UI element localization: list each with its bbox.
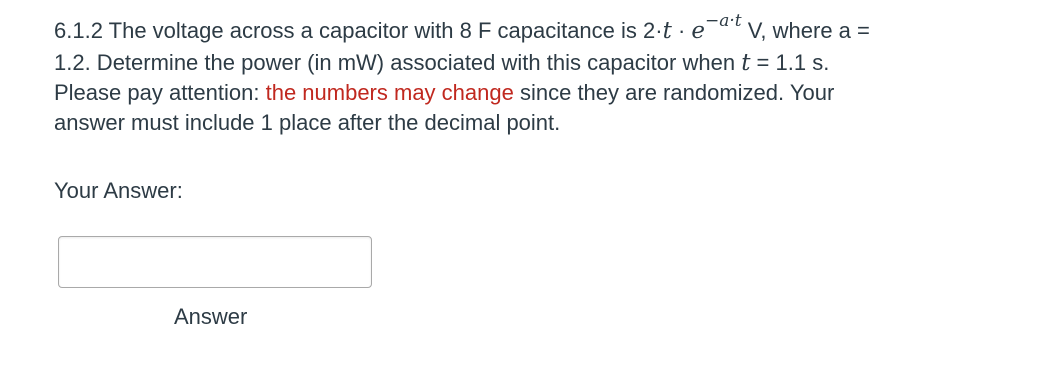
- your-answer-heading: Your Answer:: [54, 178, 183, 203]
- variable-t: t: [662, 18, 672, 44]
- question-line-2: 1.2. Determine the power (in mW) associated with this capacitor when t = 1.1 s.: [54, 50, 830, 76]
- exponent: −a·t: [705, 11, 742, 31]
- question-line-3: Please pay attention: the numbers may change since they are randomized. Your: [54, 80, 835, 105]
- question-text: [54, 11, 1014, 138]
- randomized-warning: the numbers may change: [265, 80, 514, 105]
- variable-t: t: [741, 50, 751, 76]
- question-line-4: answer must include 1 place after the decimal point.: [54, 110, 561, 135]
- answer-field-label: Answer: [174, 304, 248, 329]
- answer-input[interactable]: [58, 236, 372, 288]
- question-line-1: 6.1.2 The voltage across a capacitor with 8 F capacitance is $2\cdot t \cdot e^{-a\cdot t}$ V, where a =: [54, 11, 870, 44]
- euler-e: e: [691, 18, 706, 44]
